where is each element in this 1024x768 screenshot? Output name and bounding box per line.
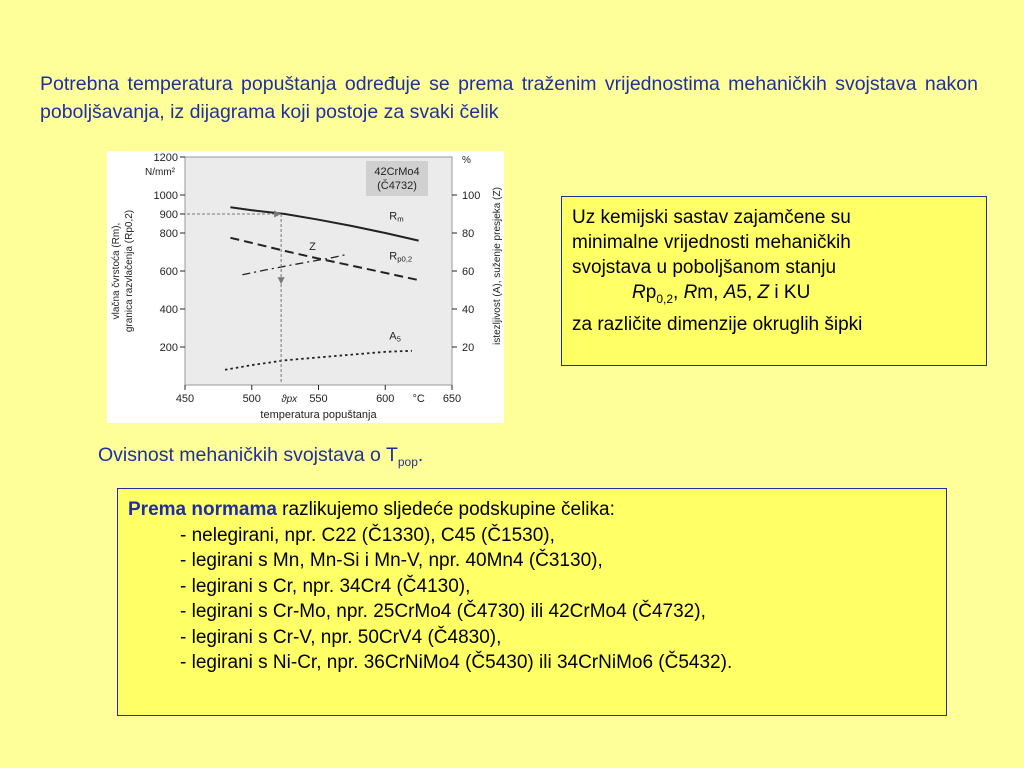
y-left-tick-label: 1000	[153, 190, 178, 202]
y-right-unit: %	[462, 155, 471, 166]
series-label-rm: Rm	[389, 210, 404, 224]
y-right-tick-label: 40	[462, 304, 475, 316]
y-left-unit: N/mm²	[145, 167, 175, 178]
ku-text: i KU	[769, 282, 811, 303]
y-right-tick-label: 60	[462, 266, 475, 278]
steel-label: 42CrMo4	[374, 166, 420, 178]
info-line-5: za različite dimenzije okruglih šipki	[572, 313, 863, 335]
z-symbol: Z	[757, 282, 770, 303]
caption-text: Ovisnost mehaničkih svojstava o T	[98, 444, 398, 466]
rp-subscript: 0,2	[656, 291, 673, 306]
chart-caption	[98, 442, 423, 475]
list-item: - nelegirani, npr. C22 (Č1330), C45 (Č1530),	[180, 524, 555, 546]
sep-3: ,	[746, 282, 758, 303]
steel-subgroups-box	[117, 488, 947, 716]
norms-heading: Prema normama	[128, 499, 277, 520]
y-left-tick-label: 900	[159, 209, 178, 221]
y-right-tick-label: 20	[462, 342, 475, 354]
info-properties-line	[572, 280, 976, 312]
series-label-z: Z	[309, 241, 316, 254]
properties-info-box	[561, 196, 987, 366]
series-label-a5: A5	[389, 330, 401, 344]
caption-subscript: pop	[397, 454, 418, 469]
x-tick-label: 450	[175, 393, 195, 405]
x-tick-label: 600	[376, 393, 395, 405]
tempering-diagram	[107, 151, 504, 423]
sep-1: ,	[673, 282, 684, 303]
steel-subgroup-list	[128, 523, 936, 676]
y-left-title-2: granica razvlačenja (Rp0,2)	[124, 209, 135, 333]
x-axis-title: temperatura popuštanja	[260, 409, 377, 421]
rm-m: m	[697, 282, 714, 303]
rp-symbol: R	[632, 282, 646, 303]
y-right-tick-label: 100	[462, 190, 481, 202]
y-right-tick-label: 80	[462, 228, 475, 240]
list-item: - legirani s Cr-Mo, npr. 25CrMo4 (Č4730) ili 42CrMo4 (Č4732),	[180, 601, 706, 622]
info-line-1: Uz kemijski sastav zajamčene su	[572, 207, 851, 228]
y-left-tick-label: 200	[159, 342, 178, 354]
list-item: - legirani s Ni-Cr, npr. 36CrNiMo4 (Č5430) ili 34CrNiMo6 (Č5432).	[180, 652, 733, 673]
rp-p: p	[645, 282, 657, 303]
norms-intro-line	[128, 497, 936, 523]
y-left-title-1: vlačna čvrstoća (Rm),	[111, 222, 122, 320]
sep-2: ,	[713, 282, 724, 303]
info-line-2: minimalne vrijednosti mehaničkih	[572, 232, 851, 253]
chart-svg	[107, 151, 504, 423]
y-left-tick-label: 1200	[153, 152, 178, 164]
list-item: - legirani s Cr-V, npr. 50CrV4 (Č4830),	[180, 626, 502, 648]
intro-paragraph: Potrebna temperatura popuštanja određuje se prema traženim vrijednostima mehaničkih svojstava nakon poboljšavanja, iz dijagrama koji postoje za svaki čelik	[40, 73, 978, 123]
a-symbol: A	[723, 282, 737, 303]
x-tick-label: 550	[309, 393, 328, 405]
a-number: 5	[736, 282, 747, 303]
x-tick-label: 650	[442, 393, 462, 405]
steel-label-2: (Č4732)	[377, 180, 417, 192]
list-item: - legirani s Cr, npr. 34Cr4 (Č4130),	[180, 575, 471, 597]
info-line-3: svojstava u poboljšanom stanju	[572, 257, 837, 278]
rm-symbol: R	[683, 282, 698, 303]
y-left-tick-label: 600	[159, 266, 178, 278]
y-left-tick-label: 400	[159, 304, 178, 316]
series-label-rp02: Rp0,2	[389, 250, 413, 264]
x-tick-label: 500	[242, 393, 261, 405]
caption-end: .	[417, 444, 424, 466]
y-left-tick-label: 800	[159, 228, 178, 240]
norms-intro: razlikujemo sljedeće podskupine čelika:	[276, 499, 615, 520]
x-unit-label: °C	[412, 393, 425, 405]
list-item: - legirani s Mn, Mn-Si i Mn-V, npr. 40Mn4 (Č3130),	[180, 550, 603, 571]
x-marker-label: ϑpx	[281, 394, 298, 405]
y-right-title: istezljivost (A), suženje presjeka (Z)	[492, 187, 503, 345]
